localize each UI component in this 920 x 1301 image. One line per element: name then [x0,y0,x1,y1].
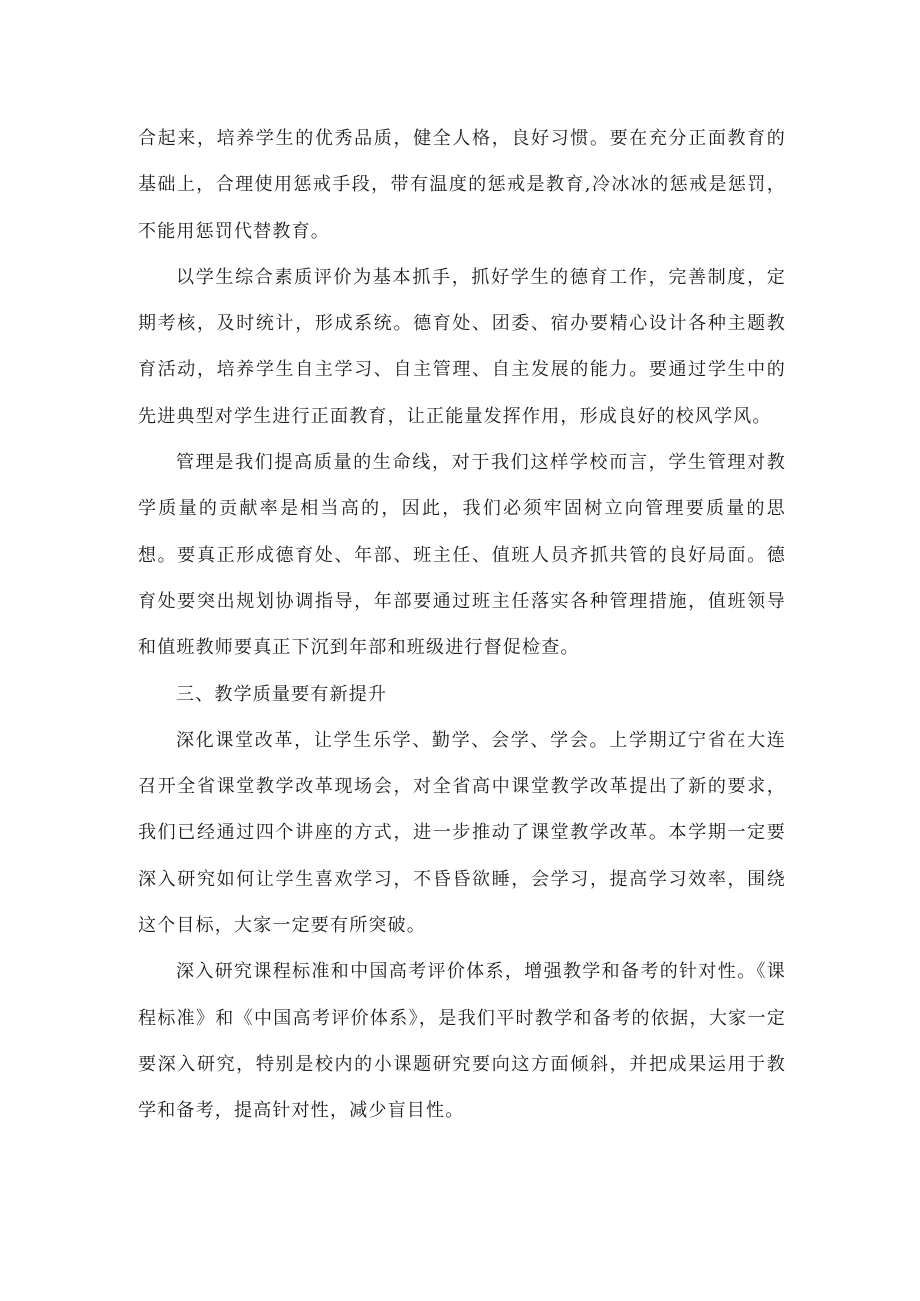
document-body [138,116,786,1135]
paragraph-classroom-reform: 深化课堂改革，让学生乐学、勤学、会学、学会。上学期辽宁省在大连召开全省课堂教学改革现场会，对全省高中课堂教学改革提出了新的要求，我们已经通过四个讲座的方式，进一步推动了课堂教学改革。本学期一定要深入研究如何让学生喜欢学习，不昏昏欲睡，会学习，提高学习效率，围绕这个目标，大家一定要有所突破。 [138,729,786,937]
paragraph-curriculum-standards: 深入研究课程标准和中国高考评价体系，增强教学和备考的针对性。《课程标准》和《中国高考评价体系》，是我们平时教学和备考的依据，大家一定要深入研究，特别是校内的小课题研究要向这方面倾斜，并把成果运用于教学和备考，提高针对性，减少盲目性。 [138,961,786,1122]
section-heading-teaching-quality: 三、教学质量要有新提升 [176,683,388,705]
paragraph-management: 管理是我们提高质量的生命线，对于我们这样学校而言，学生管理对教学质量的贡献率是相当高的，因此，我们必须牢固树立向管理要质量的思想。要真正形成德育处、年部、班主任、值班人员齐抓共管的良好局面。德育处要突出规划协调指导，年部要通过班主任落实各种管理措施，值班领导和值班教师要真正下沉到年部和班级进行督促检查。 [138,452,786,659]
paragraph-continuation: 合起来，培养学生的优秀品质，健全人格，良好习惯。要在充分正面教育的基础上，合理使用惩戒手段，带有温度的惩戒是教育,冷冰冰的惩戒是惩罚，不能用惩罚代替教育。 [138,128,786,242]
paragraph-student-evaluation: 以学生综合素质评价为基本抓手，抓好学生的德育工作，完善制度，定期考核，及时统计，形成系统。德育处、团委、宿办要精心设计各种主题教育活动，培养学生自主学习、自主管理、自主发展的能力。要通过学生中的先进典型对学生进行正面教育，让正能量发挥作用，形成良好的校风学风。 [138,266,786,427]
